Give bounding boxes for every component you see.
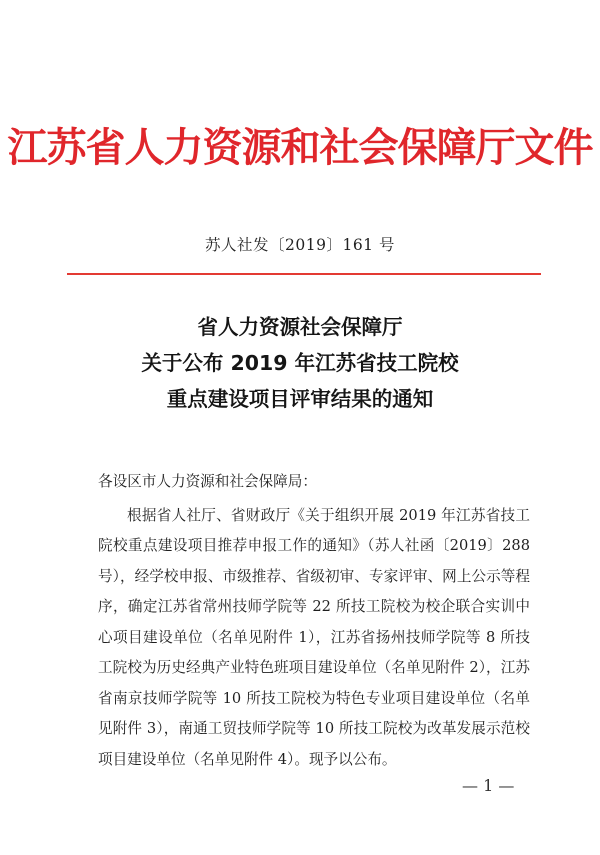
- title-line-2: 关于公布 2019 年江苏省技工院校: [141, 351, 459, 375]
- title-line-3: 重点建设项目评审结果的通知: [166, 387, 434, 411]
- document-number: 苏人社发〔2019〕161 号: [205, 236, 395, 254]
- masthead-title: 江苏省人力资源和社会保障厅文件: [7, 124, 593, 171]
- page-number: — 1 —: [462, 776, 515, 795]
- notice-body: [98, 467, 530, 775]
- salutation: 各设区市人力资源和社会保障局：: [98, 473, 317, 490]
- red-divider: [67, 273, 541, 275]
- title-line-1: 省人力资源社会保障厅: [197, 315, 403, 339]
- body-paragraph: 根据省人社厅、省财政厅《关于组织开展 2019 年江苏省技工院校重点建设项目推荐申报工作的通知》（苏人社函〔2019〕288 号），经学校申报、市级推荐、省级初审、专家评审、网上公示等程序，确定江苏省常州技师学院等 22 所技工院校为校企联合实训中心项目建设单位（名单见附件 1），江苏省扬州技师学院等 8 所技工院校为历史经典产业特色班项目建设单位（名单见附件 2），江苏省南京技师学院等 10 所技工院校为特色专业项目建设单位（名单见附件 3），南通工贸技师学院等 10 所技工院校为改革发展示范校项目建设单位（名单见附件 4）。现予以公布。: [98, 506, 530, 768]
- notice-title: [0, 309, 600, 417]
